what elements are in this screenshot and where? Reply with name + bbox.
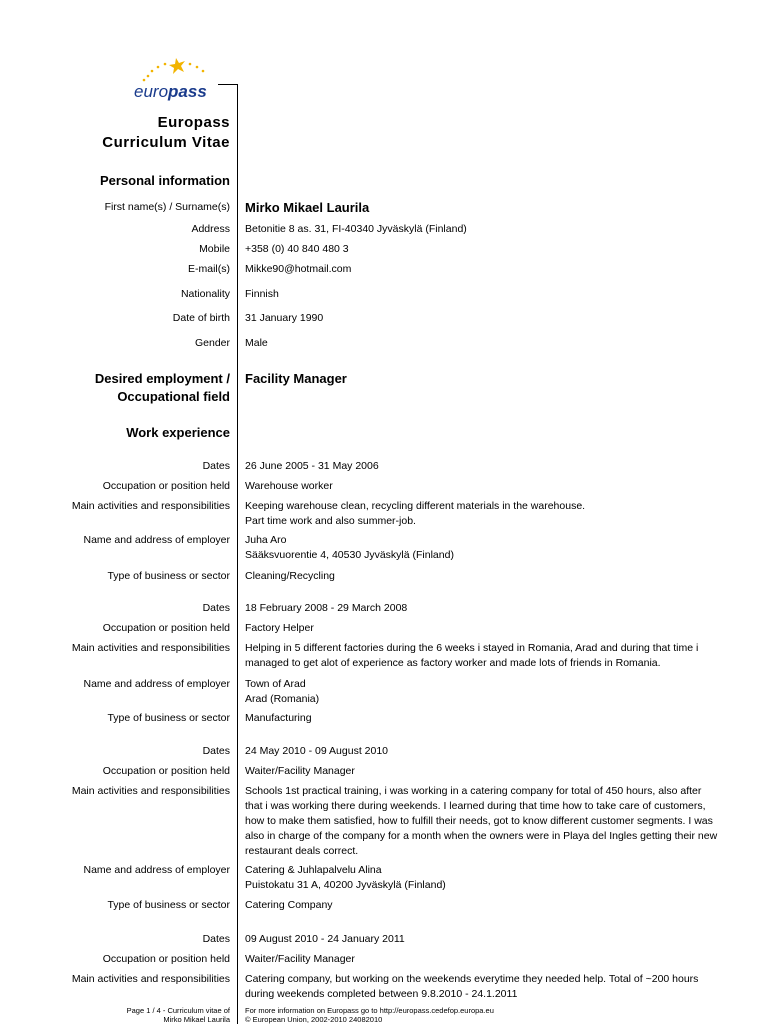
value-email: Mikke90@hotmail.com xyxy=(245,263,352,275)
value-activities xyxy=(245,784,745,859)
label-activities: Main activities and responsibilities xyxy=(71,500,230,512)
label-activities: Main activities and responsibilities xyxy=(71,973,230,985)
value-dates: 26 June 2005 - 31 May 2006 xyxy=(245,460,379,472)
activities-line: that i was working there during weekends. I learned during that time how to take care of customers, xyxy=(245,800,706,812)
employer-line: Juha Aro xyxy=(245,534,287,546)
header-rule xyxy=(218,84,238,85)
activities-line: how to make them satisfied, how to fulfill their needs, got to know different customer segments. I was xyxy=(245,815,713,827)
value-occupation: Waiter/Facility Manager xyxy=(245,953,355,965)
logo-text-pass: pass xyxy=(168,82,207,101)
label-gender: Gender xyxy=(194,337,230,349)
footer-info-line1: For more information on Europass go to http://europass.cedefop.europa.eu xyxy=(245,1006,494,1015)
label-business: Type of business or sector xyxy=(107,899,230,911)
label-address: Address xyxy=(191,223,230,235)
label-employer: Name and address of employer xyxy=(83,678,230,690)
activities-line: Helping in 5 different factories during the 6 weeks i stayed in Romania, Arad and during that time i xyxy=(245,642,699,654)
label-activities: Main activities and responsibilities xyxy=(71,785,230,797)
label-occupation: Occupation or position held xyxy=(102,480,230,492)
value-occupation: Warehouse worker xyxy=(245,480,333,492)
value-activities xyxy=(245,972,745,1002)
employer-line: Puistokatu 31 A, 40200 Jyväskylä (Finland) xyxy=(245,879,446,891)
label-business: Type of business or sector xyxy=(107,712,230,724)
employer-line: Sääksvuorentie 4, 40530 Jyväskylä (Finland) xyxy=(245,549,454,561)
doc-title-line1: Europass xyxy=(157,114,230,131)
desired-heading-line2: Occupational field xyxy=(117,389,230,404)
value-mobile: +358 (0) 40 840 480 3 xyxy=(245,243,349,255)
label-name: First name(s) / Surname(s) xyxy=(104,201,230,213)
activities-line: restaurant deals correct. xyxy=(245,845,359,857)
activities-line: Catering company, but working on the weekends everytime they needed help. Total of ~200 hours xyxy=(245,973,699,985)
footer-info-line2: © European Union, 2002-2010 24082010 xyxy=(245,1015,383,1024)
section-desired-employment xyxy=(95,370,230,406)
value-desired-employment: Facility Manager xyxy=(245,371,347,386)
value-nationality: Finnish xyxy=(245,288,279,300)
employer-line: Town of Arad xyxy=(245,678,306,690)
doc-title-line2: Curriculum Vitae xyxy=(102,134,230,151)
footer-page-line1: Page 1 / 4 - Curriculum vitae of xyxy=(126,1006,230,1015)
label-mobile: Mobile xyxy=(199,243,230,255)
value-activities xyxy=(245,499,745,529)
activities-line: Part time work and also summer-job. xyxy=(245,515,416,527)
label-date-of-birth: Date of birth xyxy=(172,312,230,324)
value-employer xyxy=(245,533,745,563)
footer-page-info xyxy=(127,1006,230,1024)
label-occupation: Occupation or position held xyxy=(102,765,230,777)
label-employer: Name and address of employer xyxy=(83,864,230,876)
section-work-experience: Work experience xyxy=(126,425,230,440)
activities-line: Keeping warehouse clean, recycling different materials in the warehouse. xyxy=(245,500,586,512)
label-dates: Dates xyxy=(202,602,230,614)
value-employer xyxy=(245,863,745,893)
label-activities: Main activities and responsibilities xyxy=(71,642,230,654)
value-business: Manufacturing xyxy=(245,712,312,724)
value-dates: 09 August 2010 - 24 January 2011 xyxy=(245,933,405,945)
value-employer xyxy=(245,677,745,707)
value-name: Mirko Mikael Laurila xyxy=(245,200,370,215)
label-dates: Dates xyxy=(202,933,230,945)
activities-line: also in charge of the company for a month when the owners were in Playa del Ingles getting their new xyxy=(245,830,718,842)
label-business: Type of business or sector xyxy=(107,570,230,582)
value-date-of-birth: 31 January 1990 xyxy=(245,312,324,324)
value-address: Betonitie 8 as. 31, FI-40340 Jyväskylä (Finland) xyxy=(245,223,467,235)
label-occupation: Occupation or position held xyxy=(102,622,230,634)
desired-heading-line1: Desired employment / xyxy=(94,371,230,386)
europass-logo-wordmark xyxy=(134,82,207,102)
label-dates: Dates xyxy=(202,745,230,757)
value-gender: Male xyxy=(245,337,268,349)
logo-text-euro: euro xyxy=(134,82,169,101)
value-dates: 18 February 2008 - 29 March 2008 xyxy=(245,602,408,614)
footer-page-line2: Mirko Mikael Laurila xyxy=(163,1015,230,1024)
label-employer: Name and address of employer xyxy=(83,534,230,546)
value-occupation: Factory Helper xyxy=(245,622,314,634)
label-email: E-mail(s) xyxy=(188,263,230,275)
employer-line: Catering & Juhlapalvelu Alina xyxy=(245,864,382,876)
value-dates: 24 May 2010 - 09 August 2010 xyxy=(245,745,389,757)
value-business: Catering Company xyxy=(245,899,333,911)
value-activities xyxy=(245,641,745,671)
employer-line: Arad (Romania) xyxy=(245,693,320,705)
section-personal-information: Personal information xyxy=(99,173,230,188)
column-divider xyxy=(237,84,238,1024)
label-nationality: Nationality xyxy=(180,288,230,300)
value-business: Cleaning/Recycling xyxy=(245,570,335,582)
activities-line: managed to get alot of experience as factory worker and made lots of friends in Romania. xyxy=(245,657,661,669)
value-occupation: Waiter/Facility Manager xyxy=(245,765,355,777)
activities-line: Schools 1st practical training, i was working in a catering company for total of 450 hours, also after xyxy=(245,785,702,797)
footer-info xyxy=(245,1006,494,1024)
activities-line: during weekends completed between 9.8.2010 - 24.1.2011 xyxy=(245,988,518,1000)
label-occupation: Occupation or position held xyxy=(102,953,230,965)
label-dates: Dates xyxy=(202,460,230,472)
